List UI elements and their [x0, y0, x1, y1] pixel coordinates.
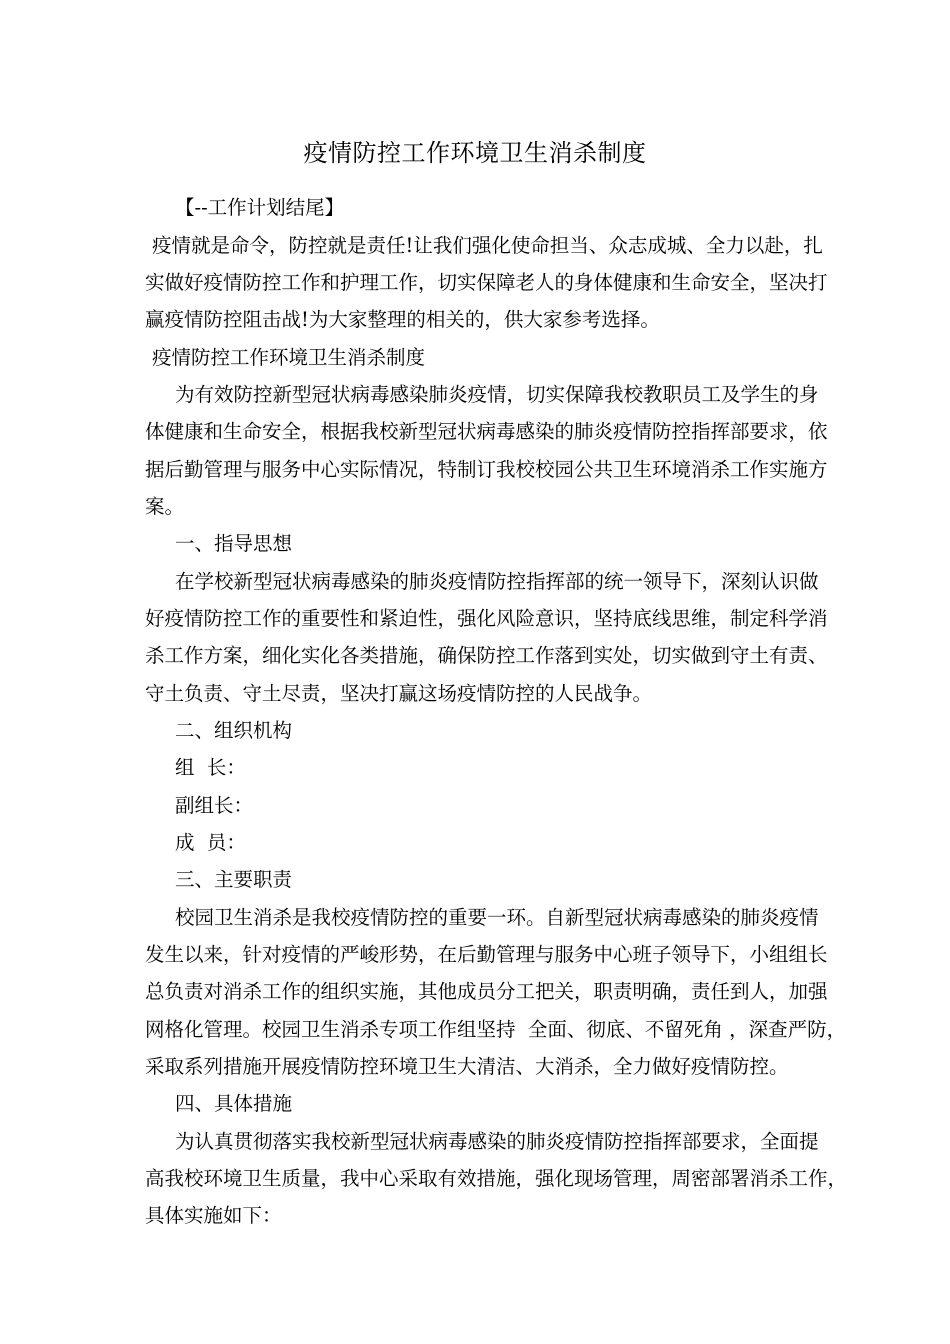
paragraph-line: 发生以来，针对疫情的严峻形势，在后勤管理与服务中心班子领导下，小组组长	[145, 943, 828, 966]
paragraph-line: 校园卫生消杀是我校疫情防控的重要一环。自新型冠状病毒感染的肺炎疫情	[175, 906, 819, 929]
paragraph-line: 疫情就是命令，防控就是责任!让我们强化使命担当、众志成城、全力以赴，扎	[152, 234, 823, 257]
section-heading: 二、组织机构	[175, 719, 293, 742]
paragraph-line: 高我校环境卫生质量，我中心采取有效措施，强化现场管理，周密部署消杀工作，	[145, 1167, 848, 1190]
section-heading: 四、具体措施	[175, 1092, 293, 1115]
org-member-label: 成 员：	[175, 831, 246, 854]
paragraph-line: 具体实施如下：	[145, 1204, 282, 1227]
section-heading: 一、指导思想	[175, 532, 293, 555]
paragraph-line: 在学校新型冠状病毒感染的肺炎疫情防控指挥部的统一领导下，深刻认识做	[175, 570, 819, 593]
org-deputy-label: 副组长：	[175, 794, 254, 817]
paragraph-line: 杀工作方案，细化实化各类措施，确保防控工作落到实处，切实做到守土有责、	[145, 644, 828, 667]
org-leader-label: 组 长：	[175, 756, 246, 779]
paragraph-line: 采取系列措施开展疫情防控环境卫生大清洁、大消杀，全力做好疫情防控。	[145, 1055, 789, 1078]
section-heading: 三、主要职责	[175, 868, 293, 891]
section-heading: 疫情防控工作环境卫生消杀制度	[152, 346, 426, 369]
paragraph-line: 体健康和生命安全，根据我校新型冠状病毒感染的肺炎疫情防控指挥部要求，依	[145, 420, 828, 443]
document-title: 疫情防控工作环境卫生消杀制度	[303, 139, 647, 167]
paragraph-line: 据后勤管理与服务中心实际情况，特制订我校校园公共卫生环境消杀工作实施方	[145, 458, 828, 481]
paragraph-line: 好疫情防控工作的重要性和紧迫性，强化风险意识，坚持底线思维，制定科学消	[145, 607, 828, 630]
paragraph-line: 总负责对消杀工作的组织实施，其他成员分工把关，职责明确，责任到人，加强	[145, 980, 828, 1003]
paragraph-line: 为认真贯彻落实我校新型冠状病毒感染的肺炎疫情防控指挥部要求，全面提	[175, 1130, 819, 1153]
document-tag: 【--工作计划结尾】	[175, 196, 345, 219]
paragraph-line: 实做好疫情防控工作和护理工作，切实保障老人的身体健康和生命安全，坚决打	[145, 271, 828, 294]
paragraph-line: 为有效防控新型冠状病毒感染肺炎疫情，切实保障我校教职员工及学生的身	[175, 383, 819, 406]
paragraph-line: 案。	[145, 495, 185, 518]
paragraph-line: 守土负责、守土尽责，坚决打赢这场疫情防控的人民战争。	[145, 682, 653, 705]
paragraph-line: 网格化管理。校园卫生消杀专项工作组坚持 全面、彻底、不留死角 ，深查严防，	[145, 1018, 847, 1041]
paragraph-line: 赢疫情防控阻击战!为大家整理的相关的，供大家参考选择。	[145, 308, 660, 331]
